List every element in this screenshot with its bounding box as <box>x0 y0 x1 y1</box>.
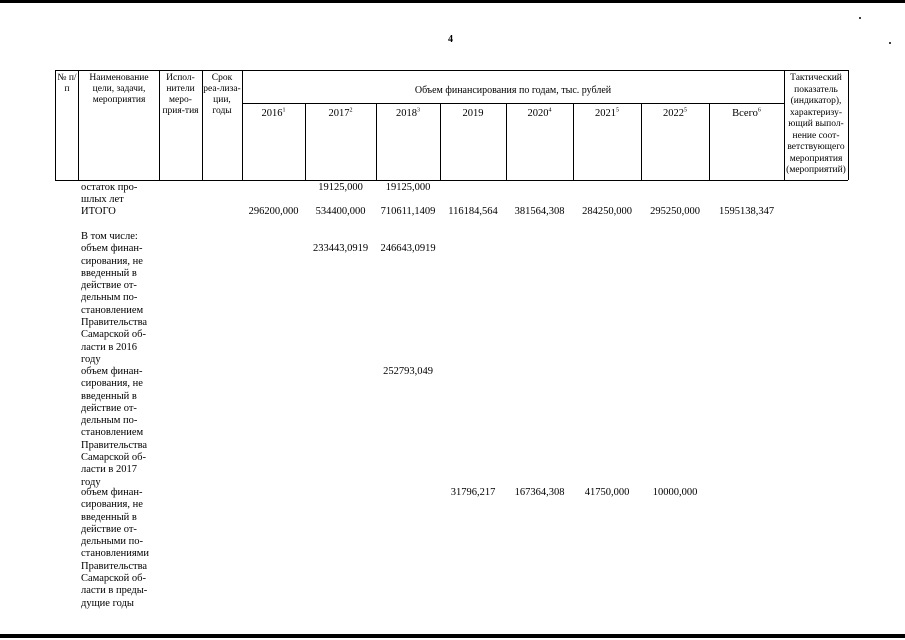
table-cell: 296200,000 <box>248 206 299 217</box>
table-cell: 284250,000 <box>582 206 632 217</box>
table-cell: 381564,308 <box>514 206 565 217</box>
scan-speck <box>859 17 861 19</box>
year-header: 2019 <box>462 108 484 119</box>
table-cell: 41750,000 <box>584 487 630 498</box>
table-cell: 19125,000 <box>385 182 431 193</box>
year-header: 2016$^1$ <box>261 107 286 119</box>
table-cell: 295250,000 <box>650 206 700 217</box>
header-executors: Испол-нители меро-прия-тия <box>162 73 199 116</box>
scan-speck <box>889 42 891 44</box>
row-label: остаток про-шлых лет <box>81 182 138 206</box>
table-cell: 233443,0919 <box>312 243 369 254</box>
year-header: 2020$^4$ <box>527 107 552 119</box>
scan-top-border <box>0 0 905 3</box>
table-cell: 252793,049 <box>383 366 433 377</box>
year-header: 2018$^3$ <box>396 107 420 119</box>
row-label: В том числе: объем финан-сирования, не введенный в действие от-дельным по-становлением Правительства Самарской об-ласти в 2016 году <box>81 231 148 365</box>
table-cell: 710611,1409 <box>380 206 436 217</box>
table-cell: 1595138,347 <box>718 206 775 217</box>
row-label: ИТОГО <box>81 206 116 217</box>
table-cell: 116184,564 <box>448 206 498 217</box>
table-cell: 19125,000 <box>318 182 363 193</box>
year-header: 2022$^5$ <box>663 107 687 119</box>
header-number: № п/п <box>57 73 77 94</box>
page-number: 4 <box>448 34 453 45</box>
header-term: Срок реа-лиза-ции, годы <box>203 73 241 116</box>
scan-bottom-border <box>0 634 905 638</box>
table-cell: 31796,217 <box>450 487 496 498</box>
table-cell: 10000,000 <box>652 487 698 498</box>
year-header: Всего$^6$ <box>732 107 761 119</box>
table-cell: 246643,0919 <box>380 243 436 254</box>
header-indicator: Тактический показатель (индикатор), характеризу-ющий выпол-нение соот-ветствующего мероприятия (мероприятий) <box>786 73 846 175</box>
table-cell: 167364,308 <box>514 487 565 498</box>
year-header: 2021$^5$ <box>595 107 619 119</box>
row-label: объем финан-сирования, не введенный в действие от-дельным по-становлением Правительства Самарской об-ласти в 2017 году <box>81 366 148 488</box>
table-cell: 534400,000 <box>315 206 366 217</box>
header-name: Наименование цели, задачи, мероприятия <box>89 73 149 105</box>
row-label: объем финан-сирования, не введенный в действие от-дельными по-становлениями Правительства Самарской об-ласти в преды-дущие годы <box>81 487 149 609</box>
header-finance: Объем финансирования по годам, тыс. рублей <box>414 85 612 96</box>
year-header: 2017$^2$ <box>328 107 353 119</box>
